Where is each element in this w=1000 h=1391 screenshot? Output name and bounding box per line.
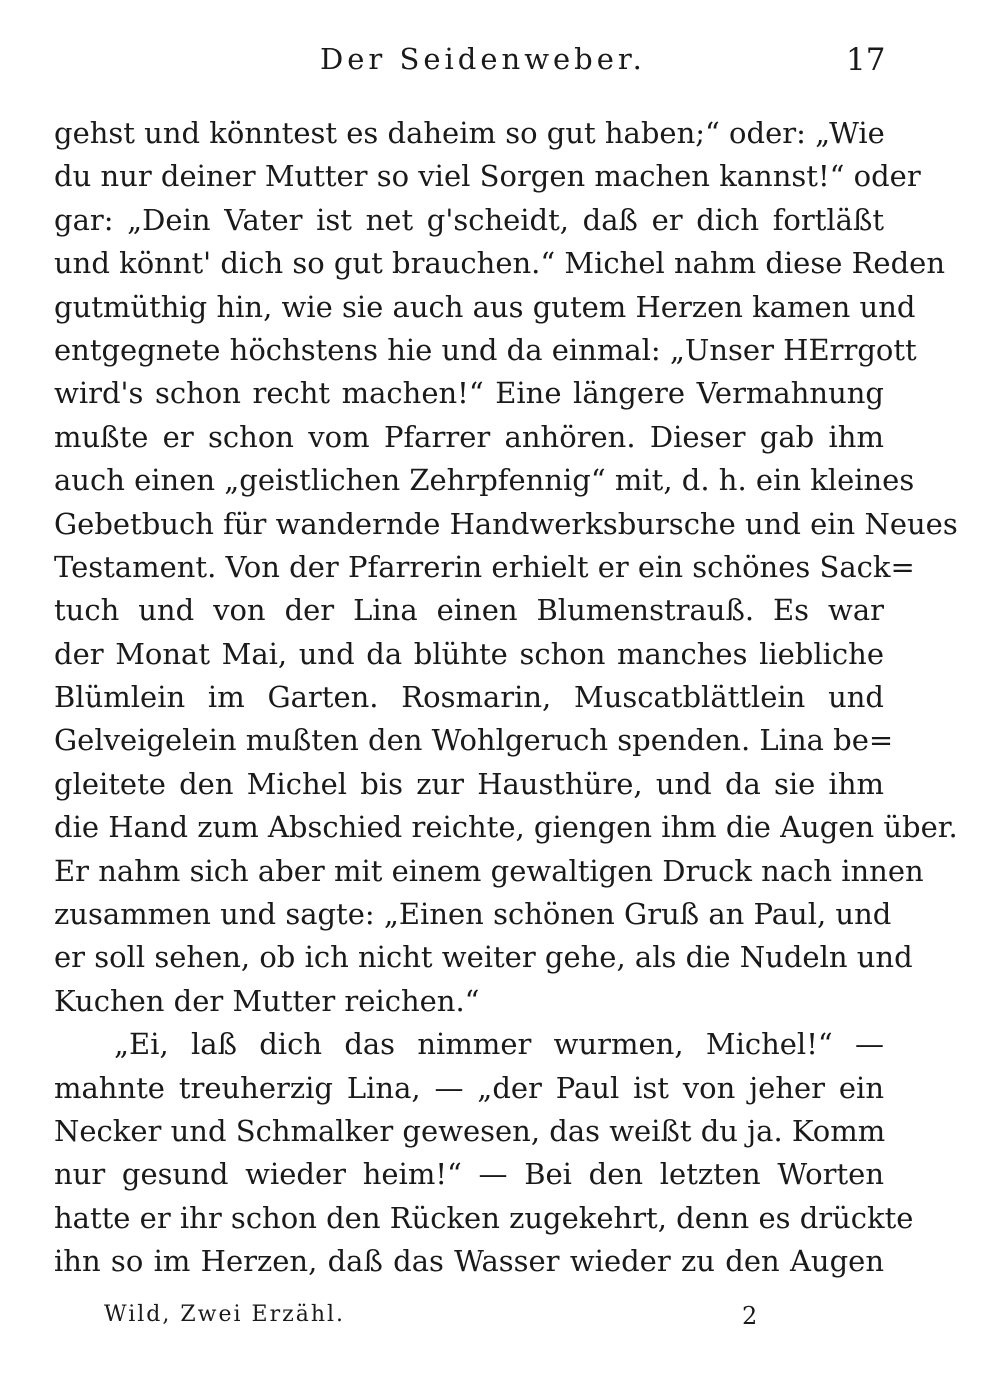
text-line: gehst und könntest es daheim so gut haben;“ oder: „Wie (54, 116, 885, 150)
text-line: entgegnete höchstens hie und da einmal: „Unser HErrgott (54, 332, 917, 367)
text-line: Gebetbuch für wandernde Handwerksbursche und ein Neues (54, 506, 958, 541)
text-line: tuch und von der Lina einen Blumenstrauß. Es war (54, 593, 884, 628)
page-number: 17 (846, 42, 886, 78)
running-head-title: Der Seidenweber. (320, 42, 646, 76)
text-line: Testament. Von der Pfarrerin erhielt er ein schönes Sack= (54, 549, 915, 584)
text-line: er soll sehen, ob ich nicht weiter gehe, als die Nudeln und (54, 940, 913, 975)
text-line: gutmüthig hin, wie sie auch aus gutem Herzen kamen und (54, 289, 916, 324)
printer-signature: Wild, Zwei Erzähl. (104, 1302, 346, 1327)
text-line: Blümlein im Garten. Rosmarin, Muscatblättlein und (54, 680, 884, 715)
text-line: zusammen und sagte: „Einen schönen Gruß an Paul, und (54, 897, 892, 932)
body-text (54, 112, 958, 1284)
text-line: mahnte treuherzig Lina, — „der Paul ist von jeher ein (54, 1070, 884, 1105)
text-line: „Ei, laß dich das nimmer wurmen, Michel!“ — (114, 1027, 884, 1062)
running-head (0, 38, 1000, 88)
text-line: der Monat Mai, und da blühte schon manches liebliche (54, 636, 884, 671)
paragraph (54, 1023, 914, 1283)
text-line: Kuchen der Mutter reichen.“ (54, 983, 480, 1018)
text-line: Er nahm sich aber mit einem gewaltigen Druck nach innen (54, 853, 924, 888)
sheet-number: 2 (742, 1302, 758, 1330)
text-line: auch einen „geistlichen Zehrpfennig“ mit, d. h. ein kleines (54, 463, 915, 498)
text-line: die Hand zum Abschied reichte, giengen ihm die Augen über. (54, 810, 958, 845)
paragraph (54, 112, 958, 1023)
text-line: gleitete den Michel bis zur Hausthüre, und da sie ihm (54, 766, 884, 801)
text-line: du nur deiner Mutter so viel Sorgen machen kannst!“ oder (54, 159, 921, 194)
text-line: Necker und Schmalker gewesen, das weißt du ja. Komm (54, 1113, 886, 1148)
text-line: hatte er ihr schon den Rücken zugekehrt, denn es drückte (54, 1200, 914, 1235)
text-line: Gelveigelein mußten den Wohlgeruch spenden. Lina be= (54, 723, 894, 758)
text-line: nur gesund wieder heim!“ — Bei den letzten Worten (54, 1157, 884, 1192)
text-line: wird's schon recht machen!“ Eine längere Vermahnung (54, 376, 884, 411)
text-line: ihn so im Herzen, daß das Wasser wieder zu den Augen (54, 1244, 884, 1279)
text-line: mußte er schon vom Pfarrer anhören. Dieser gab ihm (54, 419, 884, 454)
page-footer (0, 1300, 1000, 1340)
text-line: gar: „Dein Vater ist net g'scheidt, daß er dich fortläßt (54, 202, 884, 237)
text-line: und könnt' dich so gut brauchen.“ Michel nahm diese Reden (54, 246, 945, 281)
